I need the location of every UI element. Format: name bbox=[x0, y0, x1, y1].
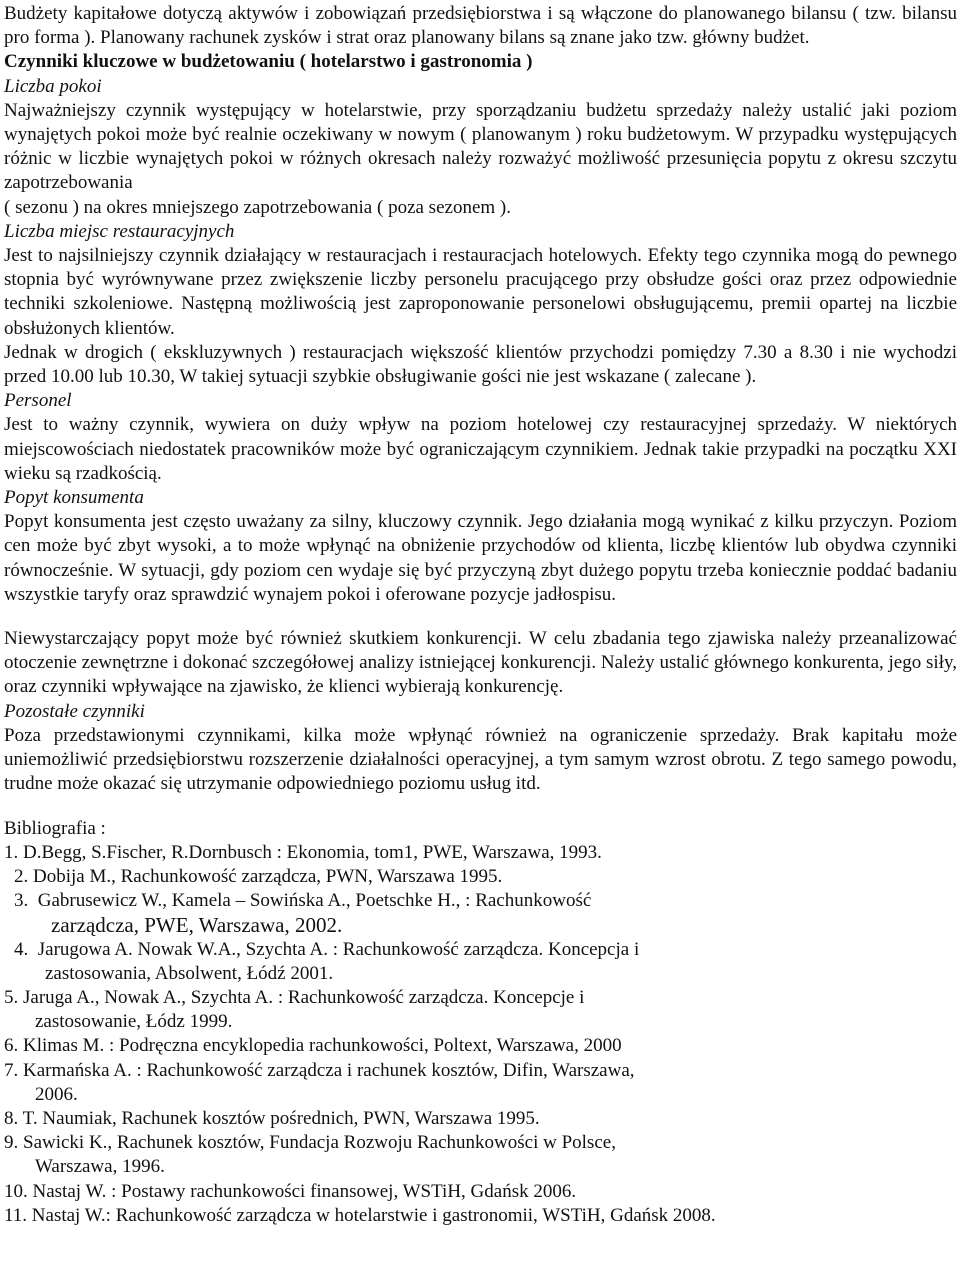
bibliography-item bbox=[4, 1180, 957, 1204]
bibliography-item-number: 4. bbox=[14, 938, 29, 960]
bibliography-item-number: 9. bbox=[4, 1132, 19, 1154]
bibliography-item-text: T. Naumiak, Rachunek kosztów pośrednich, PWN, Warszawa 1995. bbox=[22, 1107, 540, 1129]
section-title: Czynniki kluczowe w budżetowaniu ( hotelarstwo i gastronomia ) bbox=[4, 51, 533, 73]
bibliography-item-continuation: zastosowania, Absolwent, Łódź 2001. bbox=[45, 962, 334, 984]
bibliography-item-number: 5. bbox=[4, 986, 19, 1008]
heading-demand: Popyt konsumenta bbox=[4, 487, 144, 509]
bibliography-list bbox=[4, 841, 957, 1228]
rooms-paragraph-2: ( sezonu ) na okres mniejszego zapotrzebowania ( poza sezonem ). bbox=[4, 196, 511, 218]
seats-paragraph-2: Jednak w drogich ( ekskluzywnych ) restauracjach większość klientów przychodzi pomiędzy 7.30 a 8.30 i nie wychodzi przed 10.00 lub 10.30, W takiej sytuacji szybkie obsługiwanie gości nie jest wskazane ( zalecane ). bbox=[4, 341, 957, 388]
bibliography-item bbox=[4, 1131, 957, 1179]
bibliography-item-number: 6. bbox=[4, 1035, 19, 1057]
bibliography-item bbox=[4, 841, 957, 865]
demand-paragraph-2: Niewystarczający popyt może być również skutkiem konkurencji. W celu zbadania tego zjawiska należy przeanalizować otoczenie zewnętrzne i dokonać szczegółowej analizy istniejącej konkurencji. Należy ustalić głównego konkurenta, jego siły, oraz czynniki wpływające na zjawisko, że klienci wybierają konkurencję. bbox=[4, 628, 957, 698]
bibliography-item bbox=[4, 1059, 957, 1107]
bibliography-item-text: D.Begg, S.Fischer, R.Dornbusch : Ekonomia, tom1, PWE, Warszawa, 1993. bbox=[23, 841, 602, 863]
bibliography-item bbox=[4, 1107, 957, 1131]
bibliography-item-text: Nastaj W. : Postawy rachunkowości finansowej, WSTiH, Gdańsk 2006. bbox=[32, 1180, 577, 1202]
paragraph-spacer bbox=[4, 607, 957, 627]
rooms-paragraph-1: Najważniejszy czynnik występujący w hotelarstwie, przy sporządzaniu budżetu sprzedaży należy ustalić jaki poziom wynajętych pokoi może być realnie oczekiwany w nowym ( planowanym ) roku budżetowym. W przypadku występujących różnic w liczbie wynajętych pokoi w różnych okresach należy rozważyć możliwość przesunięcia popytu z okresu szczytu zapotrzebowania bbox=[4, 99, 957, 194]
heading-other: Pozostałe czynniki bbox=[4, 700, 145, 722]
bibliography-item-text: Jarugowa A. Nowak W.A., Szychta A. : Rachunkowość zarządcza. Koncepcja i bbox=[37, 938, 640, 960]
bibliography-item-number: 10. bbox=[4, 1180, 28, 1202]
heading-seats: Liczba miejsc restauracyjnych bbox=[4, 220, 235, 242]
bibliography-item-continuation: zarządcza, PWE, Warszawa, 2002. bbox=[51, 913, 343, 938]
bibliography-item-text: Jaruga A., Nowak A., Szychta A. : Rachunkowość zarządcza. Koncepcje i bbox=[23, 986, 585, 1008]
demand-paragraph-1: Popyt konsumenta jest często uważany za silny, kluczowy czynnik. Jego działania mogą wynikać z kilku przyczyn. Poziom cen może być zbyt wysoki, a to może wpłynąć na obniżenie przychodów od klienta, liczbę klientów lub obydwa czynniki równocześnie. W sytuacji, gdy poziom cen wydaje się być przyczyną zbyt dużego popytu trzeba koniecznie poddać badaniu wszystkie taryfy oraz sprawdzić wynajem pokoi i oferowane pozycje jadłospisu. bbox=[4, 511, 957, 605]
bibliography-item-number: 2. bbox=[14, 865, 29, 887]
bibliography-item bbox=[4, 938, 957, 986]
bibliography-item-text: Dobija M., Rachunkowość zarządcza, PWN, Warszawa 1995. bbox=[33, 865, 503, 887]
bibliography-item bbox=[4, 986, 957, 1034]
bibliography-item bbox=[4, 889, 957, 937]
bibliography-item-number: 8. bbox=[4, 1107, 19, 1129]
bibliography-item-number: 7. bbox=[4, 1059, 19, 1081]
bibliography-item bbox=[4, 1034, 957, 1058]
bibliography-item bbox=[4, 1204, 957, 1228]
bibliography-item-continuation: Warszawa, 1996. bbox=[35, 1156, 165, 1178]
bibliography-item-text: Nastaj W.: Rachunkowość zarządcza w hotelarstwie i gastronomii, WSTiH, Gdańsk 2008. bbox=[31, 1204, 716, 1226]
bibliography-item-number: 1. bbox=[4, 841, 19, 863]
bibliography-item-text: Gabrusewicz W., Kamela – Sowińska A., Poetschke H., : Rachunkowość bbox=[37, 890, 592, 912]
bibliography-heading: Bibliografia : bbox=[4, 817, 106, 839]
other-paragraph: Poza przedstawionymi czynnikami, kilka może wpłynąć również na ograniczenie sprzedaży. Brak kapitału może uniemożliwić przedsiębiorstwu rozszerzenie działalności operacyjnej, a tym samym wzrost obrotu. Z tego samego powodu, trudne może okazać się utrzymanie odpowiedniego poziomu usług itd. bbox=[4, 724, 957, 795]
seats-paragraph-1: Jest to najsilniejszy czynnik działający w restauracjach i restauracjach hotelowych. Efekty tego czynnika mogą do pewnego stopnia być wyrównywane przez zwiększenie liczby personelu pracującego przy obsłudze gości oraz przez odpowiednie techniki szkoleniowe. Następną możliwością jest zaproponowanie personelowi obsługującemu, premii opartej na liczbie obsłużonych klientów. bbox=[4, 245, 957, 339]
heading-rooms: Liczba pokoi bbox=[4, 75, 102, 97]
bibliography-item-text: Sawicki K., Rachunek kosztów, Fundacja Rozwoju Rachunkowości w Polsce, bbox=[23, 1132, 616, 1154]
bibliography-item bbox=[4, 865, 957, 889]
bibliography-item-continuation: zastosowanie, Łódz 1999. bbox=[35, 1011, 233, 1033]
staff-paragraph: Jest to ważny czynnik, wywiera on duży wpływ na poziom hotelowej czy restauracyjnej sprzedaży. W niektórych miejscowościach niedostatek pracowników może być ograniczającym czynnikiem. Jednak takie przypadki na początku XXI wieku są rzadkością. bbox=[4, 414, 957, 484]
paragraph-spacer bbox=[4, 797, 957, 817]
bibliography-item-continuation: 2006. bbox=[35, 1083, 78, 1105]
bibliography-item-number: 11. bbox=[4, 1204, 28, 1226]
heading-staff: Personel bbox=[4, 390, 72, 412]
bibliography-item-text: Klimas M. : Podręczna encyklopedia rachunkowości, Poltext, Warszawa, 2000 bbox=[23, 1035, 622, 1057]
intro-paragraph: Budżety kapitałowe dotyczą aktywów i zobowiązań przedsiębiorstwa i są włączone do planowanego bilansu ( tzw. bilansu pro forma ). Planowany rachunek zysków i strat oraz planowany bilans są znane jako tzw. główny budżet. bbox=[4, 3, 957, 49]
bibliography-item-number: 3. bbox=[14, 890, 29, 912]
bibliography-item-text: Karmańska A. : Rachunkowość zarządcza i rachunek kosztów, Difin, Warszawa, bbox=[23, 1059, 635, 1081]
